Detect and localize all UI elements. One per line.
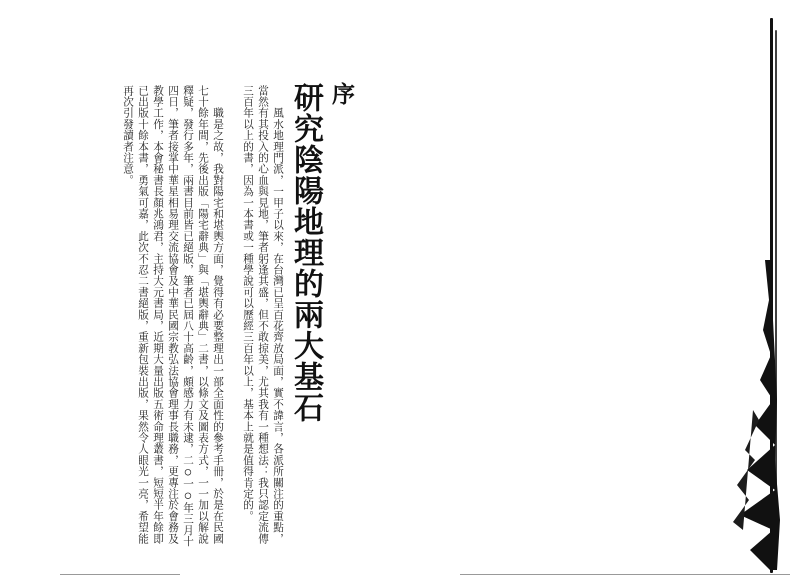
page-title: 研究陰陽地理的兩大基石 (288, 82, 323, 423)
body-text: 風水地理門派，一甲子以來，在台灣已呈百花齊放局面，實不諱言，各派所關注的重點， 當然有其投入的心血與見地，筆者躬逢其盛，但不敢掠美，尤其我有一種想法：我只認定流傳 三百年以上的書，因為一本書或一種學說可以歷經三百年以上，基本上就是值得肯定的。 職是之故，我對陽宅和堪輿方面，覺得有必要整理出一部全面性的參考手冊，於是在民國 七十餘年間，先後出版「陽宅辭典」與「堪輿辭典」二書，以條文及圖表方式，一一加以解說 釋疑，發行多年，兩書目前皆已絕版，筆者已屆八十高齡，頗感力有未逮，二○一○年三月十 四日，筆者接掌中華星相易理交流協會及中華民國宗教弘法協會理事長職務，更專注於會務及 教學工作，本會秘書長顏兆鴻君，主持大元書局，近期大量出版五術命理叢書，短短半年餘即 已出版十餘本書，勇氣可嘉，此次不忍二書絕版，重新包裝出版，果然令人眼光一亮，希望能 再次引發讀者注意。 (122, 85, 284, 547)
ink-bleed-mark (725, 260, 785, 570)
scan-edge-line (460, 574, 790, 575)
scan-edge-line (60, 574, 180, 575)
preface-heading: 序 (328, 82, 355, 111)
